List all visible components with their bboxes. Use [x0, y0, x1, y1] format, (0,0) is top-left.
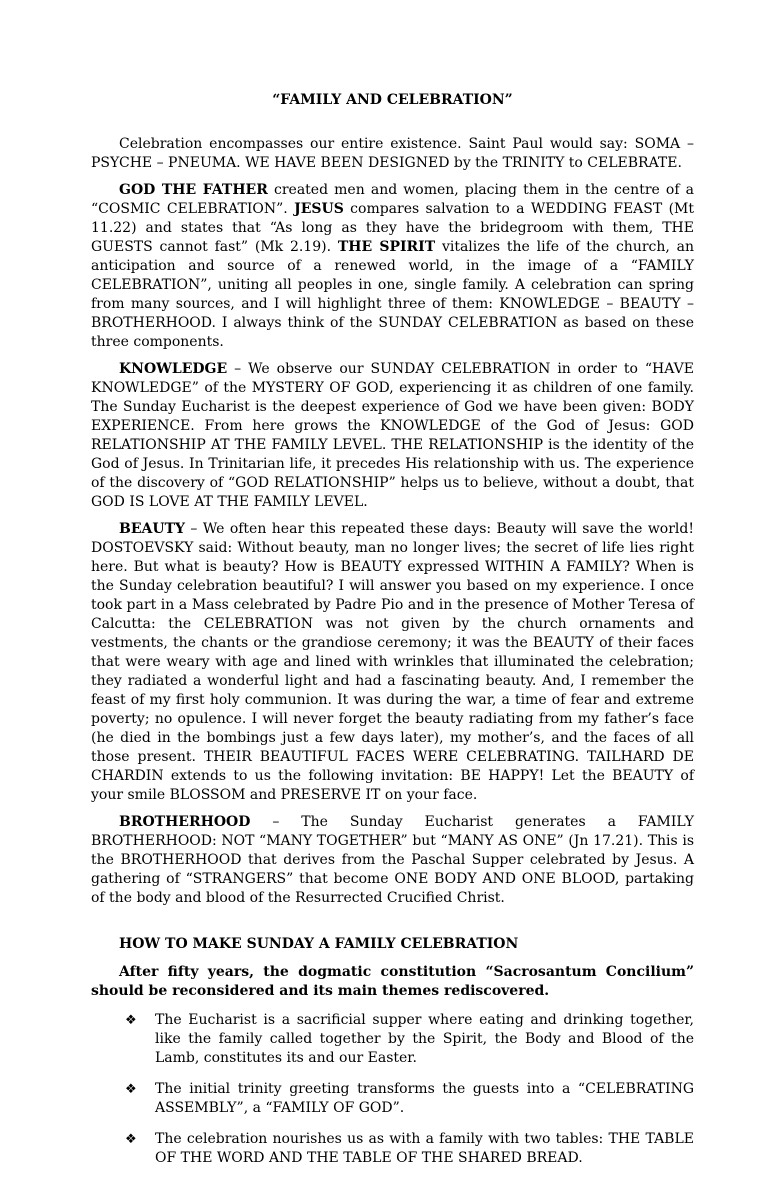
bold-the-spirit: THE SPIRIT: [337, 239, 436, 255]
paragraph-trinity-text-3: vitalizes the life of the church, an anticipation and source of a renewed world, in the image of a “FAMILY CELEBRATION”, uniting all peoples in one, single family. A celebration can spring from many sources, and I will highlight three of them: KNOWLEDGE – BEAUTY – BROTHERHOOD. I always think of the SUNDAY CELEBRATION as based on these three components.: [91, 239, 694, 350]
bold-beauty: BEAUTY: [119, 521, 185, 537]
list-item: [125, 1080, 694, 1118]
bold-god-the-father: GOD THE FATHER: [119, 182, 268, 198]
paragraph-brotherhood: [91, 813, 694, 908]
bold-brotherhood: BROTHERHOOD: [119, 814, 251, 830]
paragraph-trinity: [91, 181, 694, 352]
diamond-bullet-icon: ❖: [125, 1013, 137, 1028]
section-heading: HOW TO MAKE SUNDAY A FAMILY CELEBRATION: [119, 936, 519, 952]
list-item-text: The celebration nourishes us as with a family with two tables: THE TABLE OF THE WORD AND THE TABLE OF THE SHARED BREAD.: [155, 1131, 694, 1166]
intro-paragraph: Celebration encompasses our entire existence. Saint Paul would say: SOMA – PSYCHE – PNEUMA. WE HAVE BEEN DESIGNED by the TRINITY to CELEBRATE.: [91, 136, 694, 171]
section-intro: After fifty years, the dogmatic constitution “Sacrosantum Concilium” should be reconsidered and its main themes rediscovered.: [91, 964, 694, 999]
list-item-text: The initial trinity greeting transforms the guests into a “CELEBRATING ASSEMBLY”, a “FAMILY OF GOD”.: [155, 1081, 694, 1116]
paragraph-trinity-text-2: compares salvation to a WEDDING FEAST (Mt 11.22) and states that “As long as they have the bridegroom with them, THE GUESTS cannot fast” (Mk 2.19).: [91, 201, 694, 255]
diamond-bullet-icon: ❖: [125, 1132, 137, 1147]
paragraph-trinity-text-1: created men and women, placing them in the centre of a “COSMIC CELEBRATION”.: [91, 182, 694, 217]
list-item-text: The Eucharist is a sacrificial supper where eating and drinking together, like the family called together by the Spirit, the Body and Blood of the Lamb, constitutes its and our Easter.: [155, 1012, 694, 1066]
bold-jesus: JESUS: [294, 201, 344, 217]
paragraph-beauty-text: – We often hear this repeated these days: Beauty will save the world! DOSTOEVSKY said: Without beauty, man no longer lives; the secret of life lies right here. But what is beauty? How is BEAUTY expressed WITHIN A FAMILY? When is the Sunday celebration beautiful? I will answer you based on my experience. I once took part in a Mass celebrated by Padre Pio and in the presence of Mother Teresa of Calcutta: the CELEBRATION was not given by the church ornaments and vestments, the chants or the grandiose ceremony; it was the BEAUTY of their faces that were weary with age and lined with wrinkles that illuminated the celebration; they radiated a wonderful light and had a fascinating beauty. And, I remember the feast of my first holy communion. It was during the war, a time of fear and extreme poverty; no opulence. I will never forget the beauty radiating from my father’s face (he died in the bombings just a few days later), my mother’s, and the faces of all those present. THEIR BEAUTIFUL FACES WERE CELEBRATING. TAILHARD DE CHARDIN extends to us the following invitation: BE HAPPY! Let the BEAUTY of your smile BLOSSOM and PRESERVE IT on your face.: [91, 521, 694, 803]
document-title: “FAMILY AND CELEBRATION”: [272, 92, 513, 108]
bullet-list: [91, 1011, 694, 1168]
bold-knowledge: KNOWLEDGE: [119, 361, 228, 377]
document-page: [91, 76, 694, 1180]
paragraph-knowledge: [91, 360, 694, 512]
list-item: [125, 1011, 694, 1068]
paragraph-beauty: [91, 520, 694, 805]
diamond-bullet-icon: ❖: [125, 1082, 137, 1097]
paragraph-knowledge-text: – We observe our SUNDAY CELEBRATION in order to “HAVE KNOWLEDGE” of the MYSTERY OF GOD, experiencing it as children of one family. The Sunday Eucharist is the deepest experience of God we have been given: BODY EXPERIENCE. From here grows the KNOWLEDGE of the God of Jesus: GOD RELATIONSHIP AT THE FAMILY LEVEL. THE RELATIONSHIP is the identity of the God of Jesus. In Trinitarian life, it precedes His relationship with us. The experience of the discovery of “GOD RELATIONSHIP” helps us to believe, without a doubt, that GOD IS LOVE AT THE FAMILY LEVEL.: [91, 361, 694, 510]
list-item: [125, 1130, 694, 1168]
paragraph-brotherhood-text: – The Sunday Eucharist generates a FAMILY BROTHERHOOD: NOT “MANY TOGETHER” but “MANY AS ONE” (Jn 17.21). This is the BROTHERHOOD that derives from the Paschal Supper celebrated by Jesus. A gathering of “STRANGERS” that become ONE BODY AND ONE BLOOD, partaking of the body and blood of the Resurrected Crucified Christ.: [91, 814, 694, 906]
